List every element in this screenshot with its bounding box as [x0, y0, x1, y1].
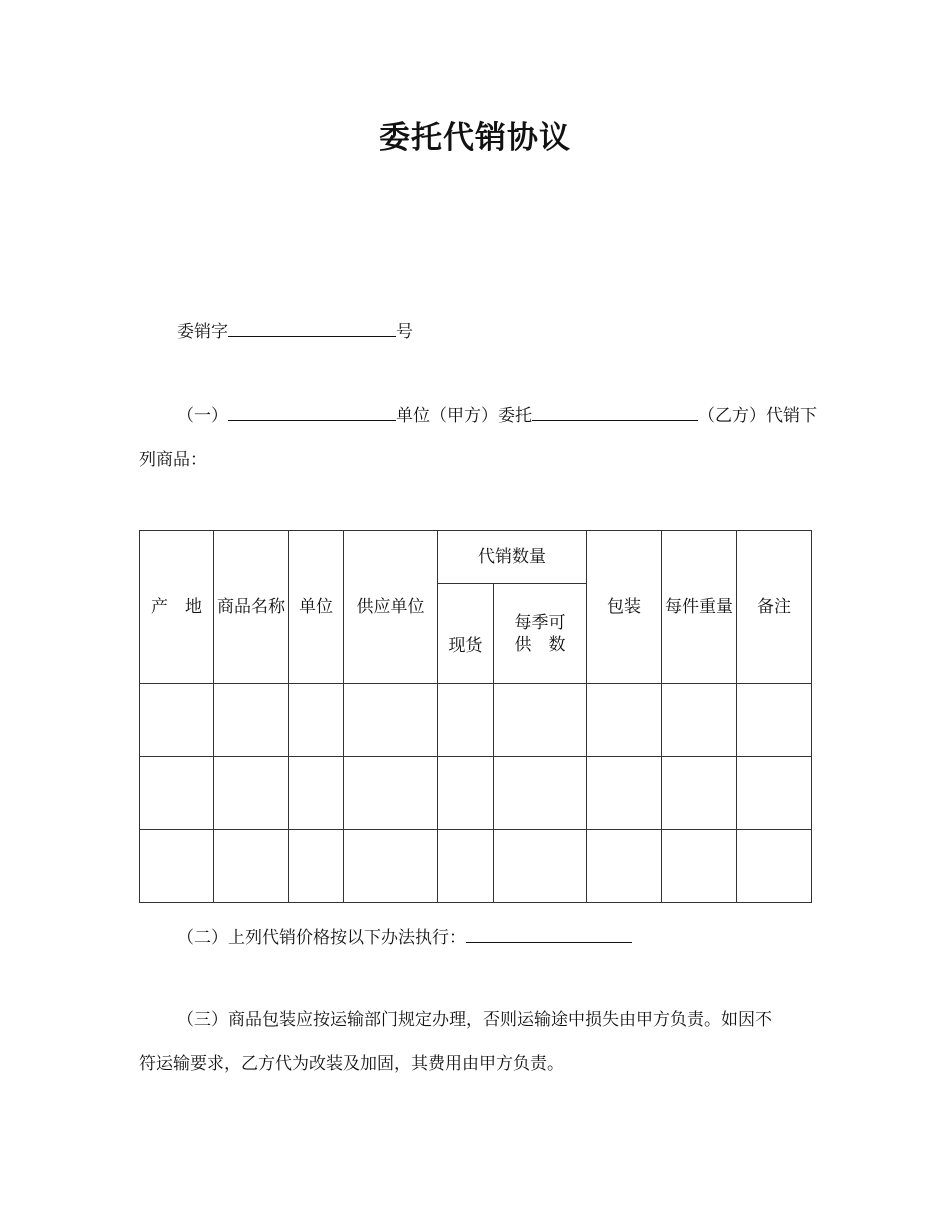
table-cell[interactable] — [737, 684, 812, 757]
table-cell[interactable] — [289, 684, 344, 757]
reference-prefix: 委销字 — [177, 322, 228, 342]
party-b-blank[interactable] — [532, 402, 698, 421]
document-title: 委托代销协议 — [379, 120, 571, 156]
table-row — [140, 830, 812, 903]
header-packing: 包装 — [587, 531, 662, 684]
table-cell[interactable] — [662, 684, 737, 757]
table-cell[interactable] — [438, 757, 494, 830]
header-seasonal-line-2: 供 数 — [514, 634, 566, 655]
table-cell[interactable] — [344, 684, 438, 757]
table-cell[interactable] — [140, 757, 214, 830]
table-cell[interactable] — [662, 830, 737, 903]
table-row — [140, 684, 812, 757]
table-cell[interactable] — [344, 757, 438, 830]
clause-1-line-1 — [177, 402, 817, 428]
clause-3-line-1: （三）商品包装应按运输部门规定办理，否则运输途中损失由甲方负责。如因不 — [177, 1010, 772, 1030]
table-cell[interactable] — [214, 757, 289, 830]
goods-table — [139, 530, 812, 903]
pricing-method-blank[interactable] — [466, 924, 632, 943]
table-row — [140, 757, 812, 830]
table-header-row — [140, 531, 812, 584]
header-weight: 每件重量 — [662, 531, 737, 684]
table-cell[interactable] — [587, 684, 662, 757]
clause-3-line-2: 符运输要求，乙方代为改装及加固，其费用由甲方负责。 — [139, 1054, 564, 1074]
table-cell[interactable] — [737, 830, 812, 903]
clause-1-end: （乙方）代销下 — [698, 406, 817, 426]
header-seasonal — [494, 584, 587, 684]
clause-1-start: （一） — [177, 406, 228, 426]
header-origin: 产 地 — [140, 531, 214, 684]
header-supplier: 供应单位 — [344, 531, 438, 684]
clause-1-line-2: 列商品： — [139, 450, 207, 470]
table-cell[interactable] — [662, 757, 737, 830]
table-cell[interactable] — [344, 830, 438, 903]
table-cell[interactable] — [587, 830, 662, 903]
header-spot: 现货 — [438, 584, 494, 684]
header-unit: 单位 — [289, 531, 344, 684]
table-cell[interactable] — [214, 684, 289, 757]
table-cell[interactable] — [494, 684, 587, 757]
clause-2-line — [177, 924, 632, 950]
table-cell[interactable] — [438, 684, 494, 757]
table-cell[interactable] — [494, 757, 587, 830]
table-cell[interactable] — [587, 757, 662, 830]
table-cell[interactable] — [737, 757, 812, 830]
table-cell[interactable] — [494, 830, 587, 903]
header-remarks: 备注 — [737, 531, 812, 684]
reference-number-blank[interactable] — [228, 318, 396, 337]
clause-2-text: （二）上列代销价格按以下办法执行： — [177, 928, 466, 948]
header-seasonal-line-1: 每季可 — [514, 612, 566, 633]
party-a-blank[interactable] — [228, 402, 396, 421]
table-cell[interactable] — [289, 830, 344, 903]
header-quantity: 代销数量 — [438, 531, 587, 584]
clause-1-mid: 单位（甲方）委托 — [396, 406, 532, 426]
reference-number-line — [177, 318, 413, 344]
table-cell[interactable] — [438, 830, 494, 903]
table-cell[interactable] — [140, 830, 214, 903]
header-name: 商品名称 — [214, 531, 289, 684]
table-cell[interactable] — [140, 684, 214, 757]
reference-suffix: 号 — [396, 322, 413, 342]
table-cell[interactable] — [214, 830, 289, 903]
table-cell[interactable] — [289, 757, 344, 830]
